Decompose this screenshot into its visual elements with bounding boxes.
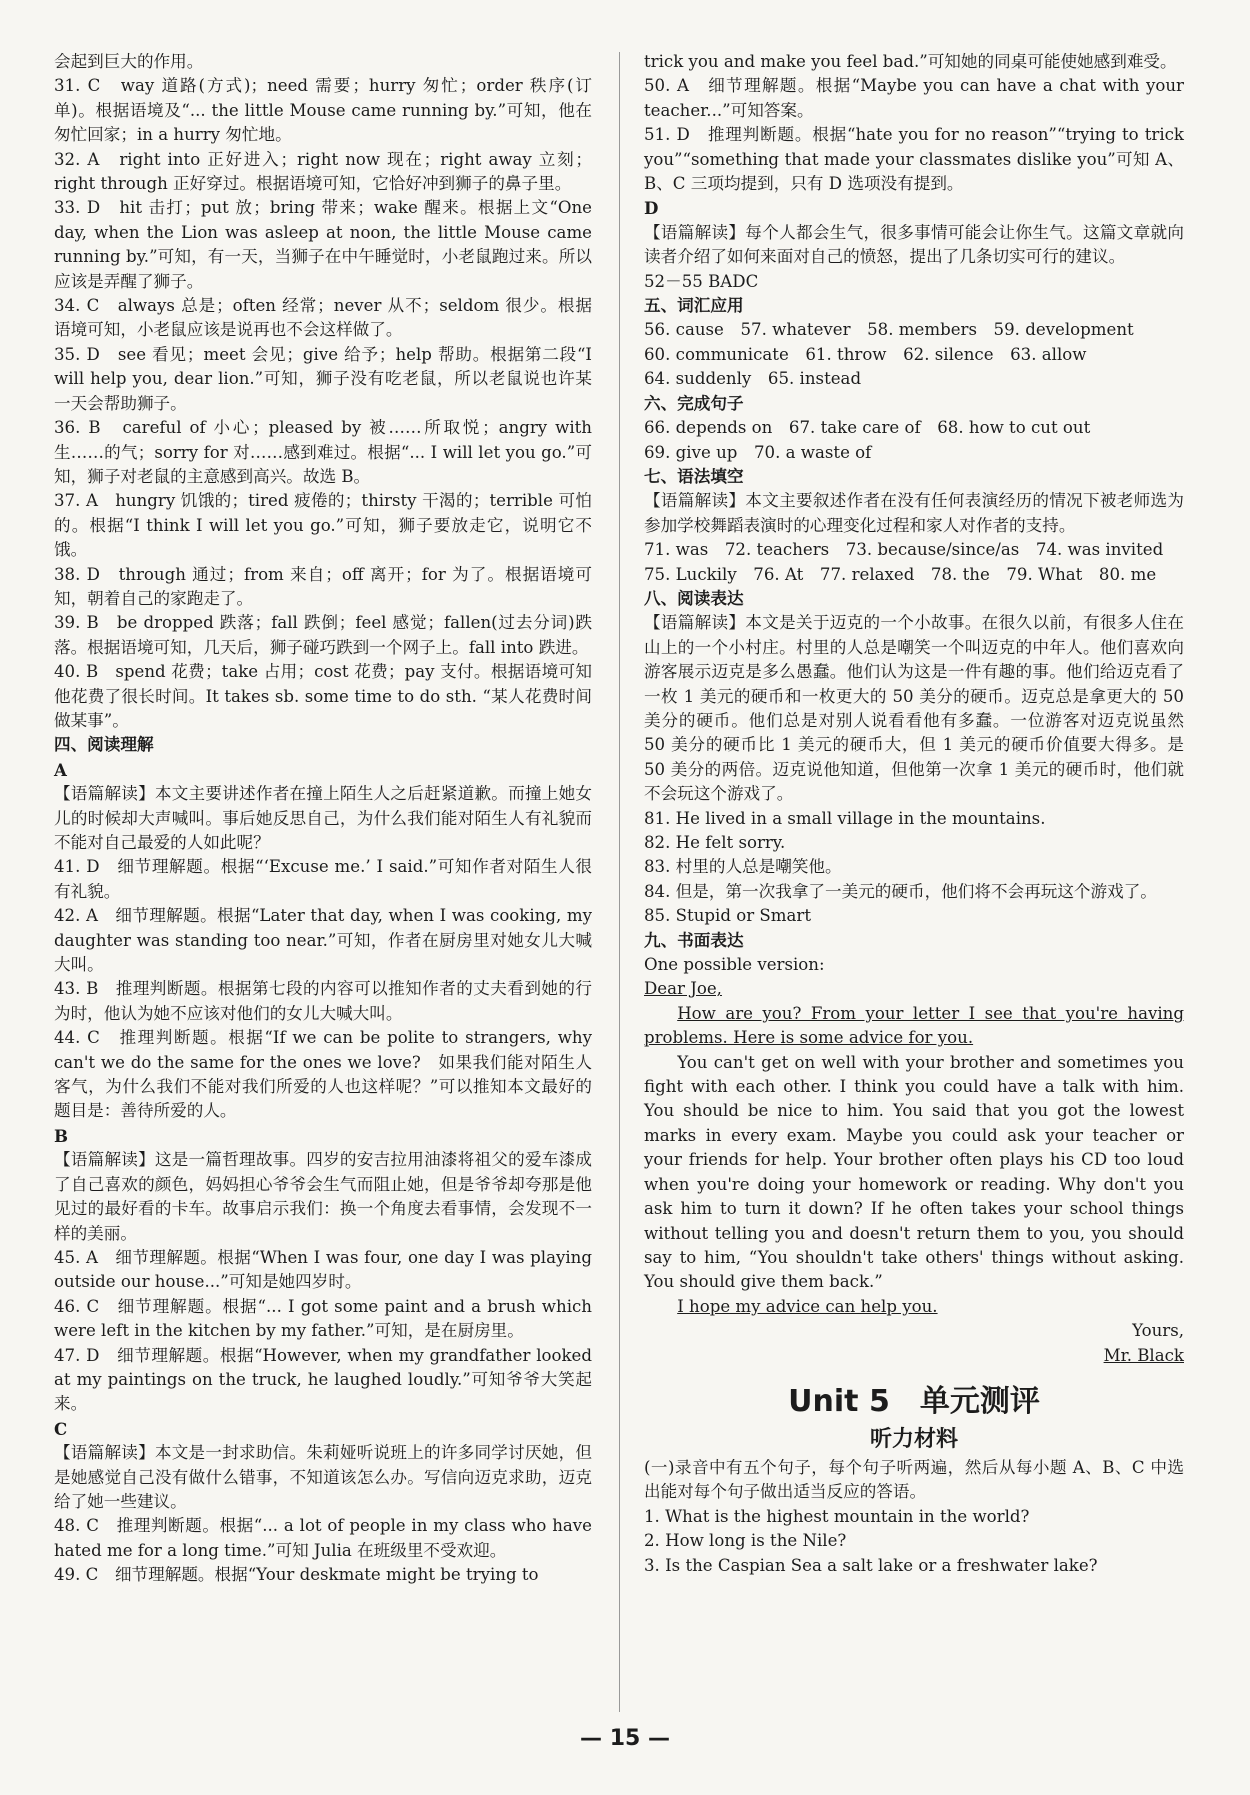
right-column <box>644 50 1184 1578</box>
answer-item: 60. communicate 61. throw 62. silence 63. allow <box>644 344 1087 364</box>
passage-label: B <box>54 1125 69 1146</box>
answer-item: 81. He lived in a small village in the mountains. <box>644 808 1046 828</box>
listening-item: 1. What is the highest mountain in the world? <box>644 1506 1030 1526</box>
section-heading: 八、阅读表达 <box>644 588 744 608</box>
answer-item: 85. Stupid or Smart <box>644 906 812 926</box>
answer-item: 【语篇解读】这是一篇哲理故事。四岁的安吉拉用油漆将祖父的爱车漆成了自己喜欢的颜色，妈妈担心爷爷会生气而阻止她，但是爷爷却夸那是他见过的最好看的卡车。故事启示我们：换一个角度去看事情，会发现不一样的美丽。 <box>54 1150 592 1243</box>
letter-greeting: Dear Joe, <box>644 979 722 999</box>
passage-label: A <box>54 759 67 780</box>
answer-item: 64. suddenly 65. instead <box>644 369 862 389</box>
passage-label: C <box>54 1418 68 1439</box>
section-heading: 九、书面表达 <box>644 930 744 950</box>
column-divider <box>619 52 620 1712</box>
answer-item: One possible version: <box>644 955 825 975</box>
answer-item: 50. A 细节理解题。根据“Maybe you can have a chat with your teacher...”可知答案。 <box>644 76 1184 120</box>
answer-item: 35. D see 看见；meet 会见；give 给予；help 帮助。根据第二段“I will help you, dear lion.”可知，狮子没有吃老鼠，所以老鼠说也许某一天会帮助狮子。 <box>54 344 592 413</box>
answer-item: 83. 村里的人总是嘲笑他。 <box>644 857 842 877</box>
answer-item: 33. D hit 击打；put 放；bring 带来；wake 醒来。根据上文“One day, when the Lion was asleep at noon, the little Mouse came running by.”可知，有一天，当狮子在中午睡觉时，小老鼠跑过来。所以应该是弄醒了狮子。 <box>54 198 592 291</box>
letter-paragraph <box>644 1002 1184 1051</box>
answer-item: 38. D through 通过；from 来自；off 离开；for 为了。根据语境可知，朝着自己的家跑走了。 <box>54 564 592 608</box>
answer-item: 46. C 细节理解题。根据“... I got some paint and a brush which were left in the kitchen by my father.”可知，是在厨房里。 <box>54 1296 592 1341</box>
signature-name: Mr. Black <box>1103 1345 1184 1365</box>
answer-item: 45. A 细节理解题。根据“When I was four, one day I was playing outside our house...”可知是她四岁时。 <box>54 1247 592 1292</box>
section-heading: 五、词汇应用 <box>644 296 744 316</box>
answer-item: 48. C 推理判断题。根据“... a lot of people in my class who have hated me for a long time.”可知 Julia 在班级里不受欢迎。 <box>54 1516 592 1560</box>
answer-item: 43. B 推理判断题。根据第七段的内容可以推知作者的丈夫看到她的行为时，他认为她不应该对他们的女儿大喊大叫。 <box>54 979 592 1023</box>
answer-item: 39. B be dropped 跌落；fall 跌倒；feel 感觉；fallen(过去分词)跌落。根据语境可知，几天后，狮子碰巧跌到一个网子上。fall into 跌进。 <box>54 613 592 657</box>
answer-item: 41. D 细节理解题。根据“‘Excuse me.’ I said.”可知作者对陌生人很有礼貌。 <box>54 857 592 901</box>
answer-item: 【语篇解读】每个人都会生气，很多事情可能会让你生气。这篇文章就向读者介绍了如何来面对自己的愤怒，提出了几条切实可行的建议。 <box>644 222 1184 267</box>
answer-item: 66. depends on 67. take care of 68. how to cut out <box>644 418 1091 438</box>
listening-item: (一)录音中有五个句子，每个句子听两遍，然后从每小题 A、B、C 中选出能对每个句子做出适当反应的答语。 <box>644 1457 1184 1502</box>
underlined-sentence: How are you? From your letter I see that you're having problems. Here is some advice for you. <box>644 1003 1184 1048</box>
listening-item: 3. Is the Caspian Sea a salt lake or a freshwater lake? <box>644 1555 1098 1575</box>
answer-item: 49. C 细节理解题。根据“Your deskmate might be trying to <box>54 1565 539 1585</box>
listening-section <box>644 1456 1184 1578</box>
answer-item: 【语篇解读】本文是关于迈克的一个小故事。在很久以前，有很多人住在山上的一个小村庄。村里的人总是嘲笑一个叫迈克的中年人。他们喜欢向游客展示迈克是多么愚蠢。他们认为这是一件有趣的事。他们给迈克看了一枚 1 美元的硬币和一枚更大的 50 美分的硬币。迈克总是拿更大的 50 美分的硬币。他们总是对别人说看看他有多蠢。一位游客对迈克说虽然 50 美分的硬币比 1 美元的硬币大，但 1 美元的硬币价值要大得多。是 50 美分的两倍。迈克说他知道，但他第一次拿 1 美元的硬币时，他们就不会玩这个游戏了。 <box>644 613 1184 804</box>
answer-item: 31. C way 道路(方式)；need 需要；hurry 匆忙；order 秩序(订单)。根据语境及“... the little Mouse came running by.”可知，他在匆忙回家；in a hurry 匆忙地。 <box>54 76 592 145</box>
answer-item: 【语篇解读】本文是一封求助信。朱莉娅听说班上的许多同学讨厌她，但是她感觉自己没有做什么错事，不知道该怎么办。写信向迈克求助，迈克给了她一些建议。 <box>54 1443 592 1511</box>
answer-item: 40. B spend 花费；take 占用；cost 花费；pay 支付。根据语境可知他花费了很长时间。It takes sb. some time to do sth. “某人花费时间做某事”。 <box>54 662 592 730</box>
answer-item: 【语篇解读】本文主要叙述作者在没有任何表演经历的情况下被老师选为参加学校舞蹈表演时的心理变化过程和家人对作者的支持。 <box>644 491 1184 535</box>
letter-signature <box>644 1344 1184 1368</box>
answer-item: 52－55 BADC <box>644 271 759 291</box>
underlined-sentence: I hope my advice can help you. <box>677 1296 938 1316</box>
answer-item: 42. A 细节理解题。根据“Later that day, when I was cooking, my daughter was standing too near.”可知，作者在厨房里对她女儿大喊大叫。 <box>54 906 592 975</box>
answer-item: 56. cause 57. whatever 58. members 59. development <box>644 320 1134 340</box>
answer-item: 会起到巨大的作用。 <box>54 52 204 71</box>
answer-item: 37. A hungry 饥饿的；tired 疲倦的；thirsty 干渴的；terrible 可怕的。根据“I think I will let you go.”可知，狮子要放走它，说明它不饿。 <box>54 491 592 560</box>
answer-item: 44. C 推理判断题。根据“If we can be polite to strangers, why can't we do the same for the ones we love? 如果我们能对陌生人客气，为什么我们不能对我们所爱的人也这样呢？”可以推知本文最好的题目是：善待所爱的人。 <box>54 1028 592 1121</box>
answer-item: 【语篇解读】本文主要讲述作者在撞上陌生人之后赶紧道歉。而撞上她女儿的时候却大声喊叫。事后她反思自己，为什么我们能对陌生人有礼貌而不能对自己最爱的人如此呢？ <box>54 784 592 852</box>
listening-item: 2. How long is the Nile? <box>644 1531 847 1551</box>
section-heading: 四、阅读理解 <box>54 735 154 755</box>
answer-item: 71. was 72. teachers 73. because/since/as 74. was invited <box>644 540 1164 560</box>
letter-closing: Yours, <box>1132 1321 1184 1341</box>
answer-item: 69. give up 70. a waste of <box>644 442 872 462</box>
right-column-content <box>644 50 1184 1368</box>
letter-paragraph <box>644 1295 1184 1319</box>
section-heading: 七、语法填空 <box>644 466 744 486</box>
passage-label: D <box>644 198 659 219</box>
letter-paragraph: You can't get on well with your brother and sometimes you fight with each other. I think you could have a talk with him. You should be nice to him. You said that you got the lowest marks in every exam. Maybe you could ask your teacher or your friends for help. Your brother often plays his CD too loud when you're doing your homework or reading. Why don't you ask him to turn it down? If he often takes your school things without telling you and doesn't return them to you, you should say to him, “You shouldn't take others' things without asking. You should give them back.” <box>644 1052 1184 1292</box>
section-heading: 六、完成句子 <box>644 393 744 413</box>
answer-item: 84. 但是，第一次我拿了一美元的硬币，他们将不会再玩这个游戏了。 <box>644 881 1157 901</box>
page-number: — 15 — <box>580 1726 670 1751</box>
unit-title: Unit 5 单元测评 <box>788 1383 1040 1419</box>
left-column <box>54 50 592 1588</box>
listening-subtitle: 听力材料 <box>869 1426 958 1452</box>
answer-item: 75. Luckily 76. At 77. relaxed 78. the 79. What 80. me <box>644 564 1157 584</box>
answer-item: trick you and make you feel bad.”可知她的同桌可能使她感到难受。 <box>644 52 1177 71</box>
answer-item: 36. B careful of 小心；pleased by 被……所取悦；angry with 生……的气；sorry for 对……感到难过。根据“... I will let you go.”可知，狮子对老鼠的主意感到高兴。故选 B。 <box>54 418 592 486</box>
answer-item: 32. A right into 正好进入；right now 现在；right away 立刻；right through 正好穿过。根据语境可知，它恰好冲到狮子的鼻子里。 <box>54 149 592 194</box>
answer-item: 82. He felt sorry. <box>644 833 786 852</box>
answer-item: 51. D 推理判断题。根据“hate you for no reason”“trying to trick you”“something that made your classmates dislike you”可知 A、B、C 三项均提到，只有 D 选项没有提到。 <box>644 125 1184 194</box>
answer-item: 34. C always 总是；often 经常；never 从不；seldom 很少。根据语境可知，小老鼠应该是说再也不会这样做了。 <box>54 296 592 340</box>
answer-item: 47. D 细节理解题。根据“However, when my grandfather looked at my paintings on the truck, he laughed loudly.”可知爷爷大笑起来。 <box>54 1345 592 1414</box>
